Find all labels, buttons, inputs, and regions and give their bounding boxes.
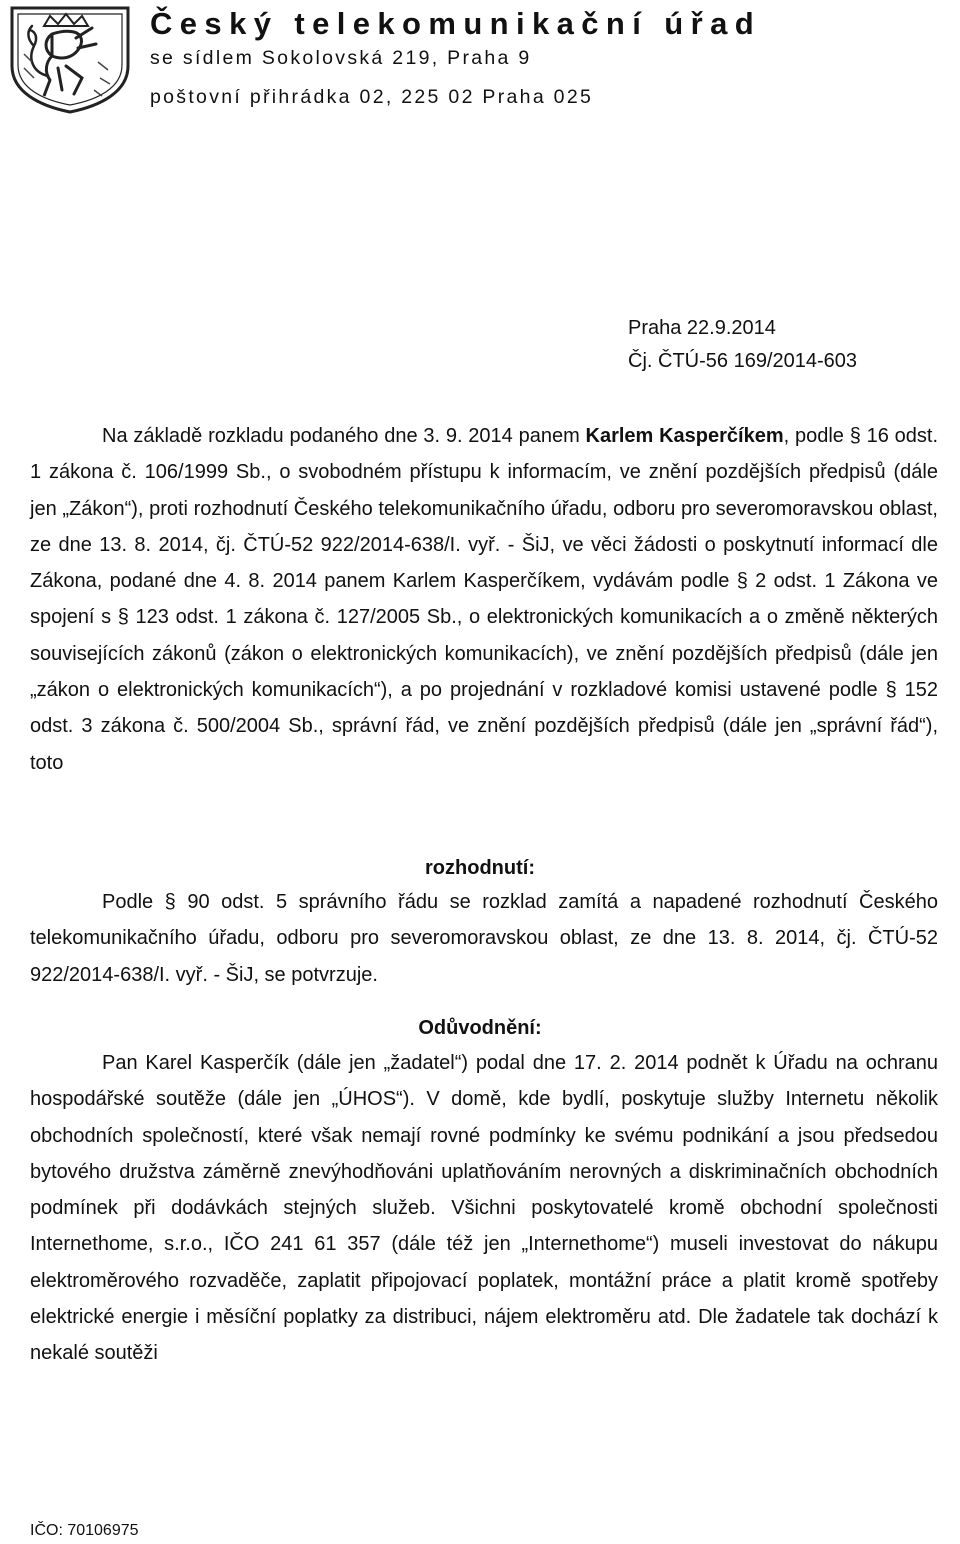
decision-heading: rozhodnutí:: [425, 857, 535, 879]
intro-paragraph: [30, 418, 938, 781]
applicant-name: Karlem Kasperčíkem: [585, 425, 784, 447]
intro-lead: Na základě rozkladu podaného dne 3. 9. 2014 panem: [102, 425, 586, 447]
intro-rest: , podle § 16 odst. 1 zákona č. 106/1999 Sb., o svobodném přístupu k informacím, ve znění pozdějších předpisů (dále jen „Zákon“), proti rozhodnutí Českého telekomunikačního úřadu, odboru pro severomoravskou oblast, ze dne 13. 8. 2014, čj. ČTÚ-52 922/2014-638/I. vyř. - ŠiJ, ve věci žádosti o poskytnutí informací dle Zákona, podané dne 4. 8. 2014 panem Karlem Kasperčíkem, vydávám podle § 2 odst. 1 Zákona ve spojení s § 123 odst. 1 zákona č. 127/2005 Sb., o elektronických komunikacích a o změně některých souvisejících zákonů (zákon o elektronických komunikacích), ve znění pozdějších předpisů (dále jen „zákon o elektronických komunikacích“), a po projednání v rozkladové komisi ustavené podle § 152 odst. 3 zákona č. 500/2004 Sb., správní řád, ve znění pozdějších předpisů (dále jen „správní řád“), toto: [30, 425, 938, 774]
decision-paragraph: Podle § 90 odst. 5 správního řádu se rozklad zamítá a napadené rozhodnutí Českého telekomunikačního úřadu, odboru pro severomoravskou oblast, ze dne 13. 8. 2014, čj. ČTÚ-52 922/2014-638/I. vyř. - ŠiJ, se potvrzuje.: [30, 891, 938, 986]
reasoning-heading: Odůvodnění:: [418, 1017, 542, 1039]
org-address-line1: se sídlem Sokolovská 219, Praha 9: [150, 47, 532, 69]
org-name: Český telekomunikační úřad: [150, 6, 762, 41]
coat-of-arms-icon: [4, 4, 136, 114]
reasoning-paragraph: Pan Karel Kasperčík (dále jen „žadatel“) podal dne 17. 2. 2014 podnět k Úřadu na ochranu hospodářské soutěže (dále jen „ÚHOS“). V domě, kde bydlí, poskytuje služby Internetu několik obchodních společností, které však nemají rovné podmínky ke svému podnikání a jsou předsedou bytového družstva záměrně znevýhodňováni uplatňováním nerovných a diskriminačních obchodních podmínek při dodávkách stejných služeb. Všichni poskytovatelé kromě obchodní společnosti Internethome, s.r.o., IČO 241 61 357 (dále též jen „Internethome“) museli investovat do nákupu elektroměrového rozvaděče, zaplatit připojovací poplatek, montážní práce a platit kromě spotřeby elektrické energie i měsíční poplatky za distribuci, nájem elektroměru atd. Dle žadatele tak dochází k nekalé soutěži: [30, 1052, 938, 1365]
org-address-line2: poštovní přihrádka 02, 225 02 Praha 025: [150, 86, 594, 108]
document-reference: Čj. ČTÚ-56 169/2014-603: [628, 350, 858, 372]
footer-ico: IČO: 70106975: [30, 1522, 139, 1539]
document-date: Praha 22.9.2014: [628, 317, 776, 339]
